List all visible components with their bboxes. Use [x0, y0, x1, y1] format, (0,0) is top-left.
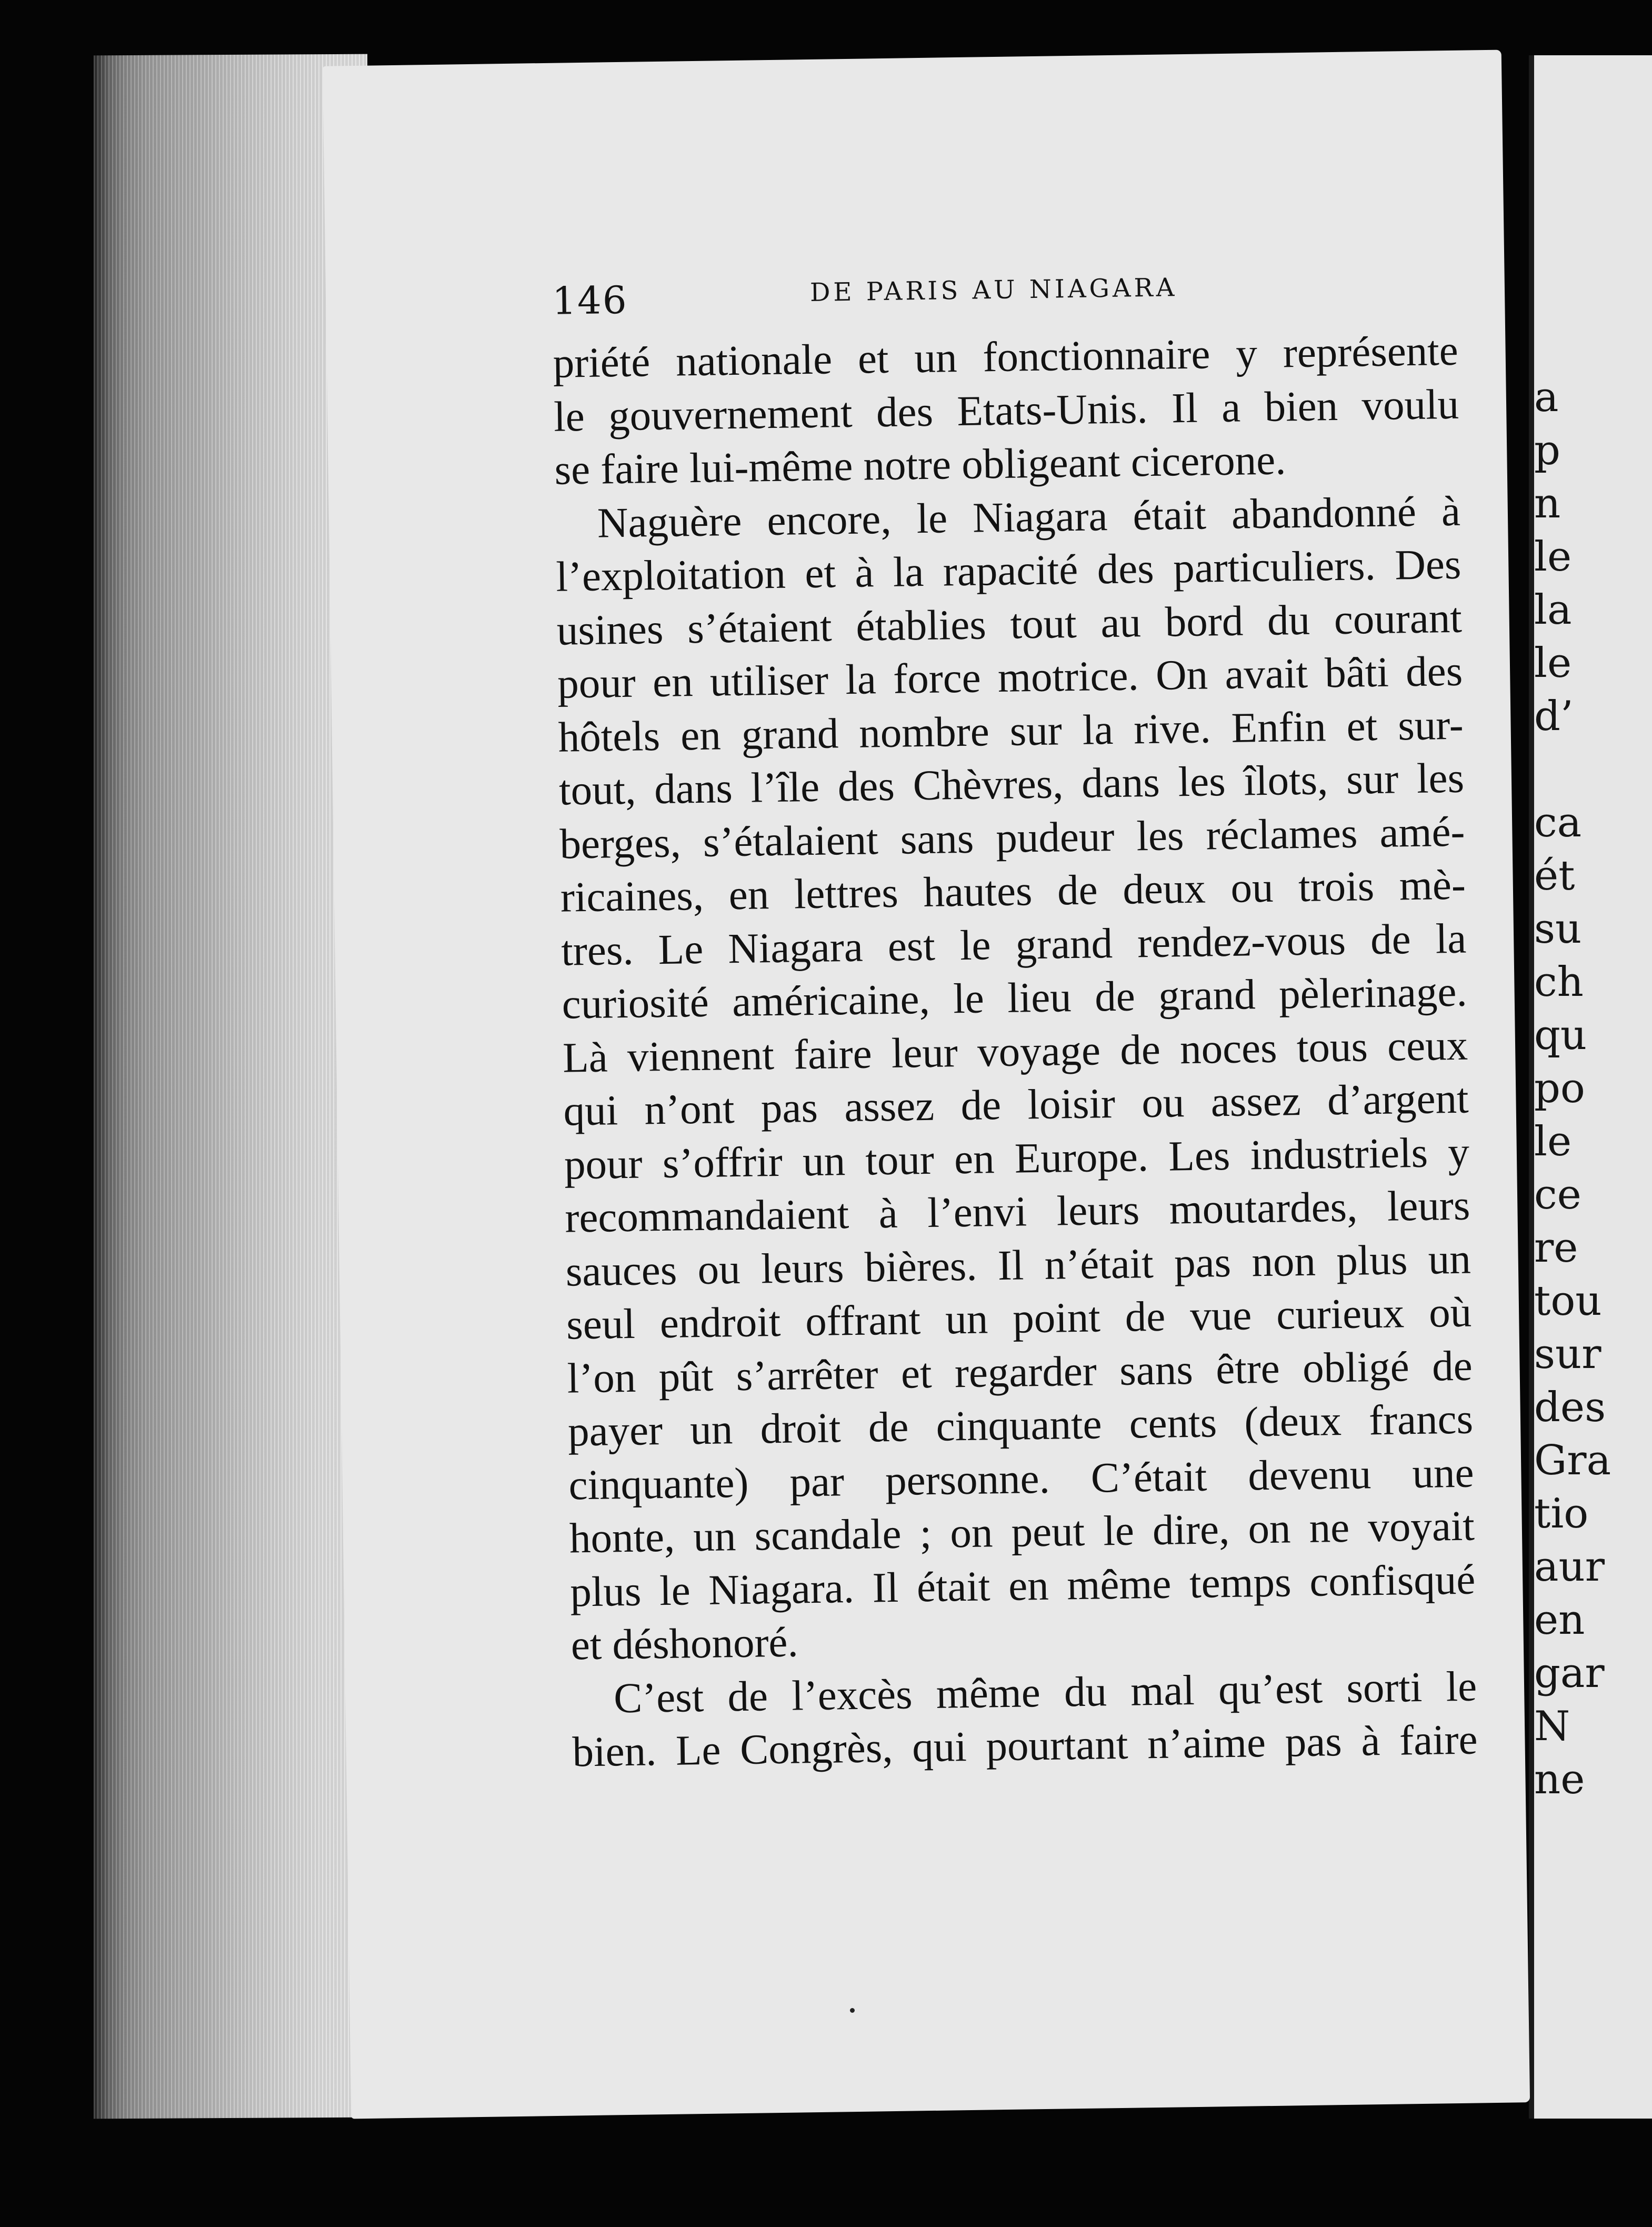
next-page-fragment: des: [1534, 1384, 1606, 1431]
text-line: cinquante) par personne. C’était devenu une: [568, 1449, 1475, 1509]
text-line: plus le Niagara. Il était en même temps confisqué: [569, 1555, 1476, 1616]
next-page-fragment: le: [1534, 1118, 1572, 1165]
next-page-fragment: n: [1534, 480, 1561, 527]
next-page: [1529, 55, 1652, 2119]
next-page-fragment: qu: [1534, 1012, 1587, 1059]
next-page-fragment: tou: [1534, 1277, 1602, 1325]
text-line: priété nationale et un fonctionnaire y représente: [553, 326, 1459, 387]
text-line: et déshonoré.: [570, 1618, 799, 1669]
running-head: [323, 50, 1501, 323]
text-line: hôtels en grand nombre sur la rive. Enfin et sur-: [558, 701, 1464, 761]
next-page-fragment: le: [1534, 533, 1572, 581]
next-page-fragment: d’: [1534, 693, 1574, 740]
text-line: l’exploitation et à la rapacité des particuliers. Des: [555, 540, 1461, 601]
text-line: bien. Le Congrès, qui pourtant n’aime pas à faire: [572, 1715, 1478, 1776]
next-page-fragment: gar: [1534, 1650, 1605, 1697]
text-line: sauces ou leurs bières. Il n’était pas non plus un: [565, 1235, 1471, 1295]
text-line: pour en utiliser la force motrice. On avait bâti des: [557, 647, 1463, 707]
next-page-text-fragments: [1534, 371, 1652, 1806]
next-page-fragment: ne: [1534, 1756, 1585, 1803]
next-page-fragment: ce: [1534, 1171, 1581, 1219]
text-line: qui n’ont pas assez de loisir ou assez d’argent: [563, 1074, 1469, 1135]
text-line: pour s’offrir un tour en Europe. Les industriels y: [564, 1128, 1470, 1189]
next-page-fragment: p: [1534, 427, 1560, 474]
next-page-fragment: ét: [1534, 852, 1575, 900]
next-page-fragment: ch: [1534, 958, 1584, 1006]
page-number: 146: [552, 277, 628, 323]
text-line: Là viennent faire leur voyage de noces tous ceux: [562, 1021, 1468, 1082]
next-page-fragment: su: [1534, 905, 1582, 953]
text-line: le gouvernement des Etats-Unis. Il a bien voulu: [553, 380, 1459, 441]
next-page-fragment: aur: [1534, 1543, 1605, 1591]
text-line: tout, dans l’île des Chèvres, dans les îlots, sur les: [558, 754, 1465, 814]
dust-speck: [850, 2008, 855, 2013]
text-line: curiosité américaine, le lieu de grand pèlerinage.: [562, 967, 1468, 1028]
next-page-fragment: la: [1534, 586, 1572, 634]
next-page-fragment: le: [1534, 640, 1572, 687]
text-line: berges, s’étalaient sans pudeur les réclames amé-: [559, 807, 1466, 868]
next-page-fragment: a: [1534, 374, 1559, 421]
next-page-fragment: N: [1534, 1703, 1570, 1750]
text-line: ricaines, en lettres hautes de deux ou trois mè-: [560, 861, 1466, 921]
text-line: honte, un scandale ; on peut le dire, on ne voyait: [569, 1502, 1475, 1562]
text-line: payer un droit de cinquante cents (deux francs: [567, 1395, 1474, 1455]
text-line: seul endroit offrant un point de vue curieux où: [566, 1288, 1472, 1349]
next-page-fragment: re: [1534, 1224, 1578, 1272]
text-line: Naguère encore, le Niagara était abandonné à: [597, 487, 1461, 547]
body-text: [553, 324, 1478, 1779]
text-line: tres. Le Niagara est le grand rendez-vous de la: [560, 914, 1467, 975]
next-page-fragment: sur: [1534, 1331, 1601, 1378]
text-line: usines s’étaient établies tout au bord du courant: [556, 594, 1463, 654]
next-page-fragment: tio: [1534, 1490, 1589, 1537]
text-line: C’est de l’excès même du mal qu’est sorti le: [613, 1662, 1477, 1722]
book-page: [323, 50, 1530, 2119]
next-page-fragment: ca: [1534, 799, 1582, 846]
next-page-fragment: en: [1534, 1596, 1585, 1644]
next-page-fragment: [1534, 743, 1652, 796]
text-line: se faire lui-même notre obligeant cicerone.: [554, 436, 1286, 494]
text-line: recommandaient à l’envi leurs moutardes, leurs: [564, 1181, 1470, 1242]
next-page-fragment: po: [1534, 1065, 1585, 1112]
next-page-fragment: Gra: [1534, 1437, 1611, 1484]
running-title: DE PARIS AU NIAGARA: [809, 273, 1178, 307]
text-line: l’on pût s’arrêter et regarder sans être obligé de: [567, 1342, 1473, 1402]
